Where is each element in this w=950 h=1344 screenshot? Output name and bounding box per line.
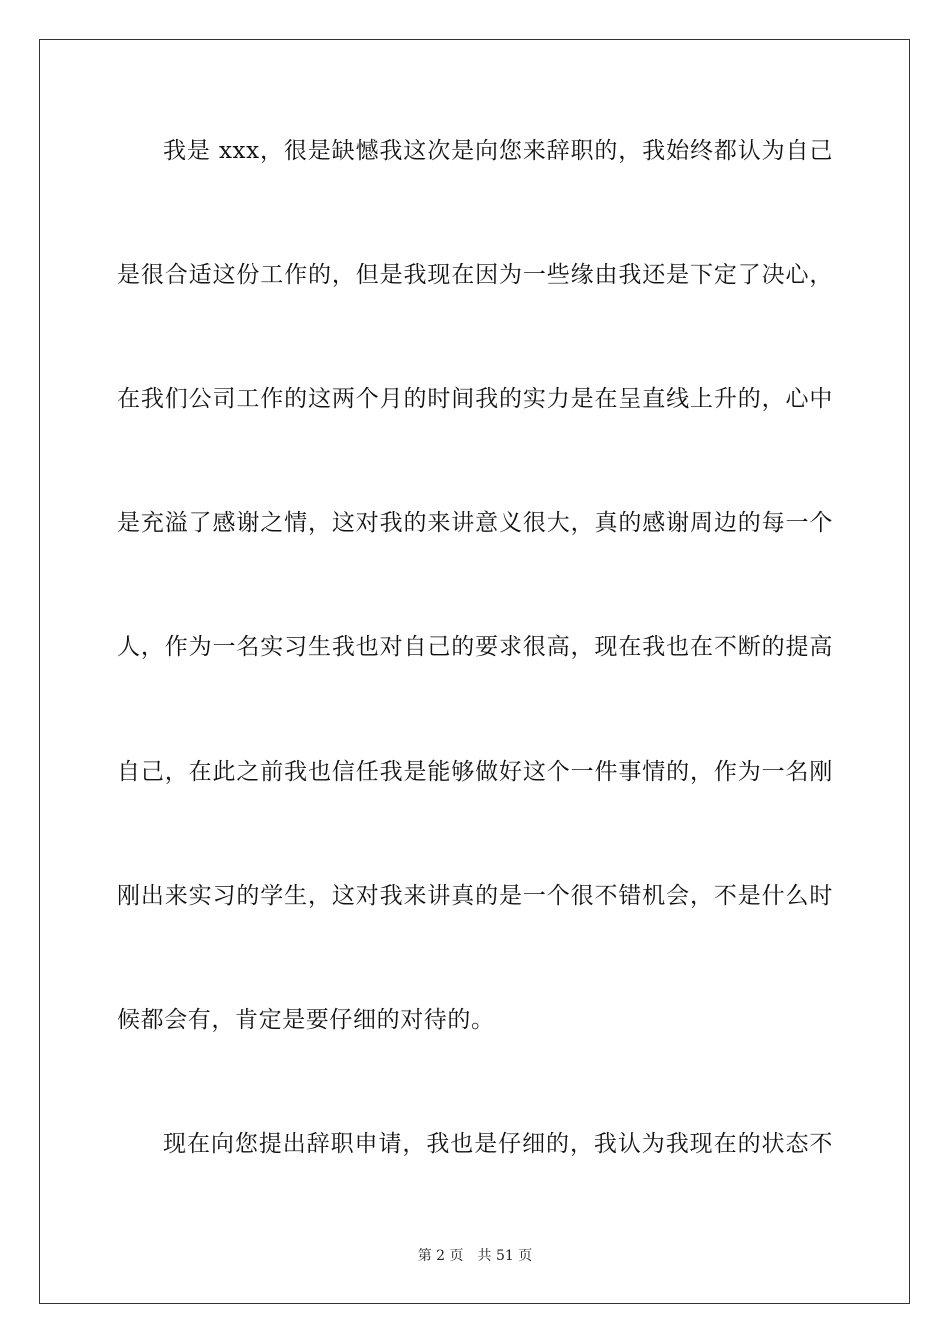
total-pages: 共 51 页 bbox=[477, 1248, 533, 1264]
paragraph-1-line-4: 是充溢了感谢之情，这对我的来讲意义很大，真的感谢周边的每一个 bbox=[117, 510, 833, 536]
paragraph-1-line-1: 我是 xxx，很是缺憾我这次是向您来辞职的，我始终都认为自己 bbox=[163, 138, 833, 164]
paragraph-1-line-7: 刚出来实习的学生，这对我来讲真的是一个很不错机会，不是什么时 bbox=[117, 883, 833, 909]
page-footer bbox=[0, 1246, 950, 1266]
paragraph-1-line-5: 人，作为一名实习生我也对自己的要求很高，现在我也在不断的提高 bbox=[117, 634, 833, 660]
paragraph-1-line-3: 在我们公司工作的这两个月的时间我的实力是在呈直线上升的，心中 bbox=[117, 386, 833, 412]
page-frame bbox=[39, 39, 910, 1304]
page-number: 第 2 页 bbox=[417, 1248, 464, 1264]
paragraph-2-line-1: 现在向您提出辞职申请，我也是仔细的，我认为我现在的状态不 bbox=[163, 1131, 833, 1157]
paragraph-1-line-6: 自己，在此之前我也信任我是能够做好这个一件事情的，作为一名刚 bbox=[117, 759, 833, 785]
paragraph-1-line-8: 候都会有，肯定是要仔细的对待的。 bbox=[117, 1007, 495, 1033]
paragraph-1-line-2: 是很合适这份工作的，但是我现在因为一些缘由我还是下定了决心， bbox=[117, 262, 833, 288]
